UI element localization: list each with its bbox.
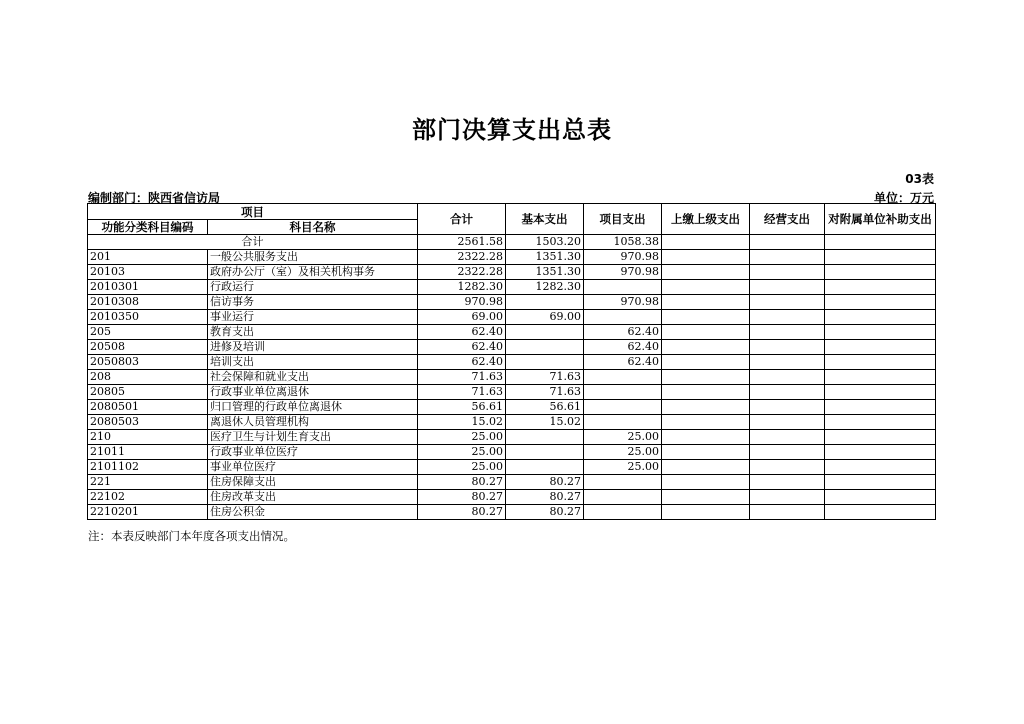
cell-basic: 1282.30 [506, 280, 584, 295]
cell-project: 970.98 [584, 250, 662, 265]
cell-upper [662, 385, 750, 400]
cell-subsidy [825, 370, 936, 385]
cell-project: 25.00 [584, 460, 662, 475]
cell-project [584, 385, 662, 400]
cell-basic [506, 430, 584, 445]
cell-basic: 80.27 [506, 490, 584, 505]
expenditure-table [87, 203, 936, 520]
cell-name: 信访事务 [208, 295, 418, 310]
cell-code: 201 [88, 250, 208, 265]
table-row [88, 370, 936, 385]
department-label: 编制部门：陕西省信访局 [88, 191, 221, 205]
header-name: 科目名称 [208, 220, 418, 235]
cell-business [750, 340, 825, 355]
cell-business [750, 370, 825, 385]
total-total: 2561.58 [418, 235, 506, 250]
cell-upper [662, 415, 750, 430]
cell-business [750, 490, 825, 505]
cell-basic [506, 340, 584, 355]
cell-business [750, 295, 825, 310]
cell-subsidy [825, 400, 936, 415]
cell-name: 医疗卫生与计划生育支出 [208, 430, 418, 445]
cell-business [750, 385, 825, 400]
table-row [88, 280, 936, 295]
cell-total: 80.27 [418, 490, 506, 505]
cell-basic: 1351.30 [506, 265, 584, 280]
cell-subsidy [825, 325, 936, 340]
header-basic: 基本支出 [506, 204, 584, 235]
cell-project: 62.40 [584, 325, 662, 340]
cell-total: 80.27 [418, 505, 506, 520]
cell-name: 离退休人员管理机构 [208, 415, 418, 430]
cell-total: 2322.28 [418, 250, 506, 265]
cell-basic: 56.61 [506, 400, 584, 415]
cell-name: 一般公共服务支出 [208, 250, 418, 265]
cell-code: 2010308 [88, 295, 208, 310]
header-total: 合计 [418, 204, 506, 235]
cell-name: 住房改革支出 [208, 490, 418, 505]
header-upper: 上缴上级支出 [662, 204, 750, 235]
cell-business [750, 475, 825, 490]
cell-subsidy [825, 445, 936, 460]
table-row [88, 265, 936, 280]
cell-name: 行政运行 [208, 280, 418, 295]
cell-basic [506, 295, 584, 310]
cell-name: 事业单位医疗 [208, 460, 418, 475]
header-subsidy: 对附属单位补助支出 [825, 204, 936, 235]
cell-basic [506, 460, 584, 475]
cell-name: 住房公积金 [208, 505, 418, 520]
cell-upper [662, 250, 750, 265]
cell-upper [662, 505, 750, 520]
cell-total: 25.00 [418, 460, 506, 475]
cell-project [584, 280, 662, 295]
cell-project [584, 475, 662, 490]
table-row [88, 445, 936, 460]
cell-total: 970.98 [418, 295, 506, 310]
table-row [88, 400, 936, 415]
cell-total: 62.40 [418, 340, 506, 355]
total-project: 1058.38 [584, 235, 662, 250]
total-upper [662, 235, 750, 250]
cell-project [584, 415, 662, 430]
cell-code: 210 [88, 430, 208, 445]
cell-business [750, 400, 825, 415]
cell-upper [662, 310, 750, 325]
cell-upper [662, 370, 750, 385]
cell-basic [506, 355, 584, 370]
total-basic: 1503.20 [506, 235, 584, 250]
cell-upper [662, 460, 750, 475]
cell-name: 社会保障和就业支出 [208, 370, 418, 385]
cell-code: 22102 [88, 490, 208, 505]
table-row [88, 490, 936, 505]
cell-code: 20805 [88, 385, 208, 400]
cell-total: 62.40 [418, 355, 506, 370]
cell-subsidy [825, 310, 936, 325]
cell-upper [662, 280, 750, 295]
header-code: 功能分类科目编码 [88, 220, 208, 235]
header-item: 项目 [88, 204, 418, 220]
cell-subsidy [825, 250, 936, 265]
cell-basic: 71.63 [506, 385, 584, 400]
cell-subsidy [825, 295, 936, 310]
cell-upper [662, 295, 750, 310]
cell-total: 62.40 [418, 325, 506, 340]
cell-total: 71.63 [418, 385, 506, 400]
cell-business [750, 505, 825, 520]
cell-code: 2080503 [88, 415, 208, 430]
cell-subsidy [825, 415, 936, 430]
cell-total: 15.02 [418, 415, 506, 430]
footnote: 注：本表反映部门本年度各项支出情况。 [88, 529, 295, 543]
table-row [88, 325, 936, 340]
cell-code: 2050803 [88, 355, 208, 370]
cell-subsidy [825, 265, 936, 280]
table-row [88, 385, 936, 400]
total-subsidy [825, 235, 936, 250]
table-row [88, 460, 936, 475]
cell-upper [662, 490, 750, 505]
cell-code: 21011 [88, 445, 208, 460]
cell-code: 2080501 [88, 400, 208, 415]
cell-project [584, 400, 662, 415]
cell-total: 80.27 [418, 475, 506, 490]
cell-basic: 69.00 [506, 310, 584, 325]
cell-code: 2010350 [88, 310, 208, 325]
cell-upper [662, 340, 750, 355]
cell-total: 69.00 [418, 310, 506, 325]
table-row [88, 475, 936, 490]
cell-project: 25.00 [584, 430, 662, 445]
cell-subsidy [825, 280, 936, 295]
cell-upper [662, 355, 750, 370]
cell-code: 208 [88, 370, 208, 385]
cell-basic [506, 325, 584, 340]
cell-basic [506, 445, 584, 460]
cell-name: 行政事业单位医疗 [208, 445, 418, 460]
cell-business [750, 325, 825, 340]
cell-name: 培训支出 [208, 355, 418, 370]
table-row [88, 295, 936, 310]
cell-project: 970.98 [584, 295, 662, 310]
cell-total: 25.00 [418, 445, 506, 460]
cell-code: 2210201 [88, 505, 208, 520]
unit-label: 单位：万元 [873, 191, 934, 205]
total-label: 合计 [88, 235, 418, 250]
cell-project: 62.40 [584, 355, 662, 370]
cell-project [584, 370, 662, 385]
cell-name: 归口管理的行政单位离退休 [208, 400, 418, 415]
table-row [88, 430, 936, 445]
cell-business [750, 460, 825, 475]
cell-basic: 15.02 [506, 415, 584, 430]
cell-total: 25.00 [418, 430, 506, 445]
cell-project: 25.00 [584, 445, 662, 460]
cell-basic: 80.27 [506, 505, 584, 520]
cell-name: 行政事业单位离退休 [208, 385, 418, 400]
cell-name: 住房保障支出 [208, 475, 418, 490]
cell-subsidy [825, 385, 936, 400]
cell-business [750, 355, 825, 370]
table-row [88, 355, 936, 370]
cell-upper [662, 325, 750, 340]
cell-code: 2010301 [88, 280, 208, 295]
total-row [88, 235, 936, 250]
table-row [88, 415, 936, 430]
table-row [88, 310, 936, 325]
cell-code: 20103 [88, 265, 208, 280]
header-project: 项目支出 [584, 204, 662, 235]
cell-business [750, 445, 825, 460]
cell-subsidy [825, 430, 936, 445]
cell-upper [662, 265, 750, 280]
cell-business [750, 265, 825, 280]
total-business [750, 235, 825, 250]
cell-project [584, 505, 662, 520]
table-row [88, 505, 936, 520]
cell-basic: 80.27 [506, 475, 584, 490]
cell-subsidy [825, 490, 936, 505]
cell-total: 56.61 [418, 400, 506, 415]
cell-business [750, 310, 825, 325]
cell-subsidy [825, 460, 936, 475]
cell-basic: 1351.30 [506, 250, 584, 265]
cell-business [750, 430, 825, 445]
cell-name: 教育支出 [208, 325, 418, 340]
cell-project [584, 490, 662, 505]
cell-subsidy [825, 340, 936, 355]
cell-project: 62.40 [584, 340, 662, 355]
page-title: 部门决算支出总表 [412, 116, 612, 144]
cell-basic: 71.63 [506, 370, 584, 385]
cell-name: 政府办公厅（室）及相关机构事务 [208, 265, 418, 280]
cell-business [750, 415, 825, 430]
table-row [88, 250, 936, 265]
cell-code: 221 [88, 475, 208, 490]
cell-code: 205 [88, 325, 208, 340]
cell-subsidy [825, 505, 936, 520]
cell-upper [662, 475, 750, 490]
cell-name: 事业运行 [208, 310, 418, 325]
cell-business [750, 280, 825, 295]
cell-project [584, 310, 662, 325]
cell-total: 71.63 [418, 370, 506, 385]
cell-upper [662, 430, 750, 445]
cell-project: 970.98 [584, 265, 662, 280]
cell-upper [662, 400, 750, 415]
cell-code: 20508 [88, 340, 208, 355]
table-row [88, 340, 936, 355]
cell-upper [662, 445, 750, 460]
cell-code: 2101102 [88, 460, 208, 475]
header-business: 经营支出 [750, 204, 825, 235]
cell-total: 1282.30 [418, 280, 506, 295]
cell-total: 2322.28 [418, 265, 506, 280]
cell-name: 进修及培训 [208, 340, 418, 355]
cell-subsidy [825, 475, 936, 490]
cell-business [750, 250, 825, 265]
table-number: 03表 [905, 172, 934, 186]
cell-subsidy [825, 355, 936, 370]
